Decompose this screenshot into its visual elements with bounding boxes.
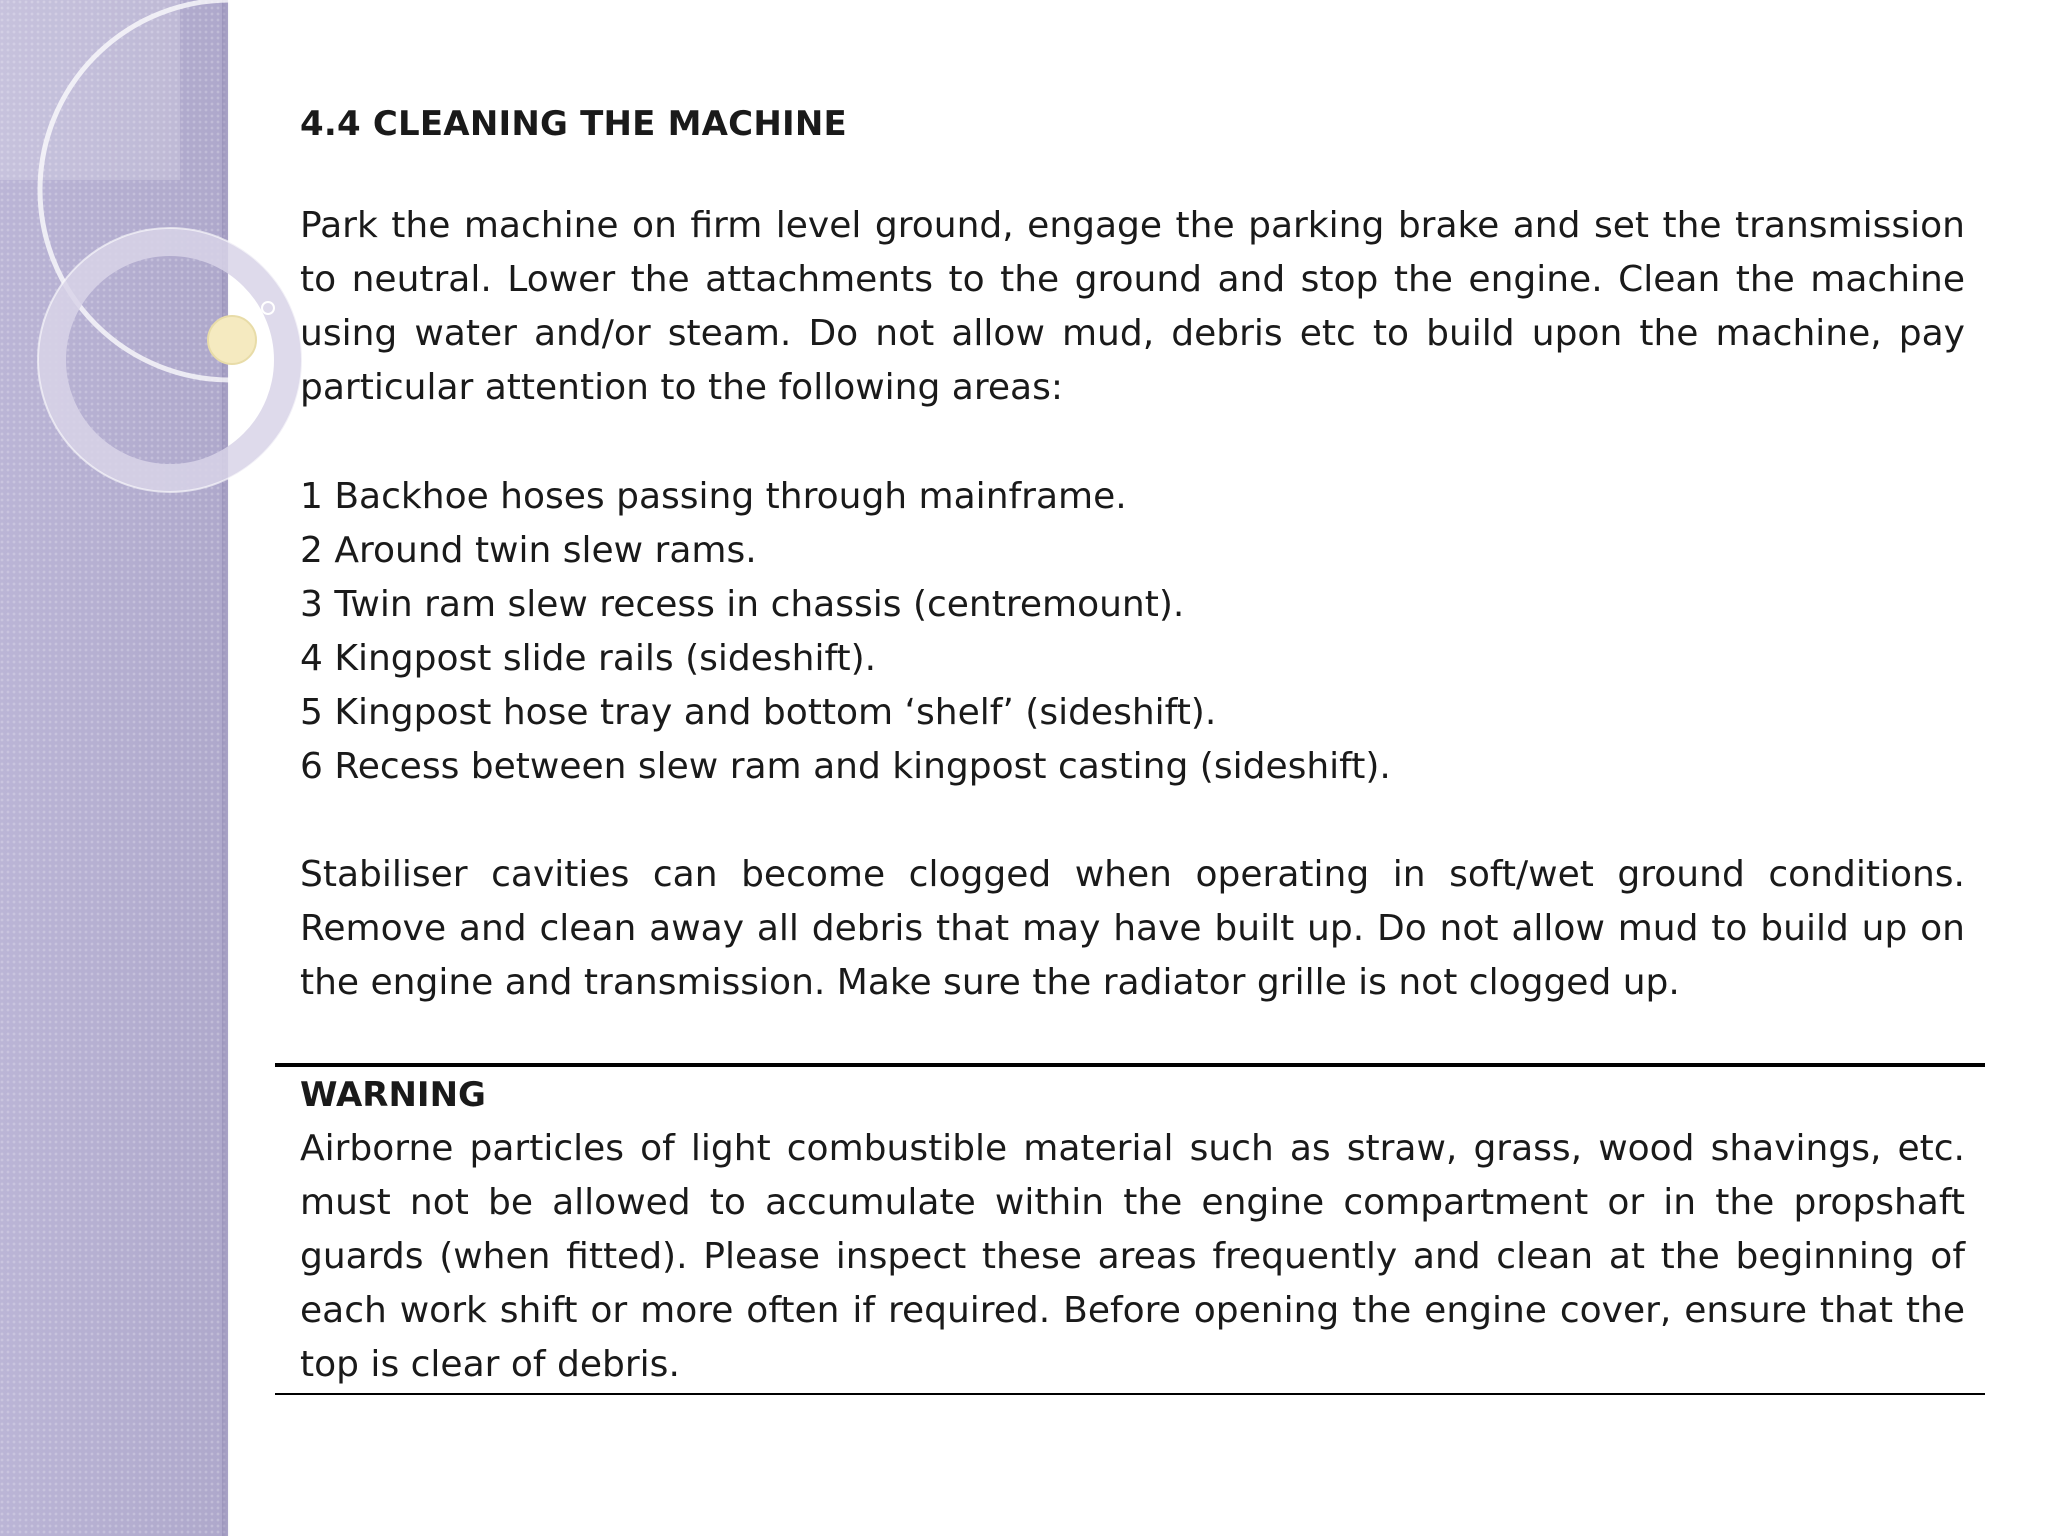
warning-title: WARNING <box>300 1075 486 1115</box>
list-item: 4 Kingpost slide rails (sideshift). <box>300 638 877 679</box>
warning-bottom-rule <box>275 1393 1985 1395</box>
stabiliser-paragraph: Stabiliser cavities can become clogged when operating in soft/wet ground conditions. Remove and clean away all debris that may have built up. Do not allow mud to build up on the engine and transmission. Make sure the radiator grille is not clogged up. <box>300 854 1965 1003</box>
deco-square <box>0 0 180 180</box>
areas-list <box>300 470 1391 794</box>
intro-paragraph: Park the machine on firm level ground, engage the parking brake and set the transmission to neutral. Lower the attachments to the ground and stop the engine. Clean the machine using water and/or steam. Do not allow mud, debris etc to build upon the machine, pay particular attention to the following areas: <box>300 205 1965 408</box>
list-item: 1 Backhoe hoses passing through mainframe. <box>300 476 1127 517</box>
warning-paragraph: Airborne particles of light combustible material such as straw, grass, wood shavings, etc. must not be allowed to accumulate within the engine compartment or in the propshaft guards (when fitted). Please inspect these areas frequently and clean at the beginning of each work shift or more often if required. Before opening the engine cover, ensure that the top is clear of debris. <box>300 1128 1965 1385</box>
list-item: 5 Kingpost hose tray and bottom ‘shelf’ (sideshift). <box>300 692 1217 733</box>
list-item: 3 Twin ram slew recess in chassis (centremount). <box>300 584 1185 625</box>
deco-yellow-dot <box>208 316 256 364</box>
list-item: 6 Recess between slew ram and kingpost casting (sideshift). <box>300 746 1391 787</box>
deco-thick-ring <box>52 242 288 478</box>
list-item: 2 Around twin slew rams. <box>300 530 757 571</box>
decorative-circles-graphic <box>0 0 300 520</box>
warning-top-rule <box>275 1063 1985 1067</box>
section-heading: 4.4 CLEANING THE MACHINE <box>300 104 847 144</box>
